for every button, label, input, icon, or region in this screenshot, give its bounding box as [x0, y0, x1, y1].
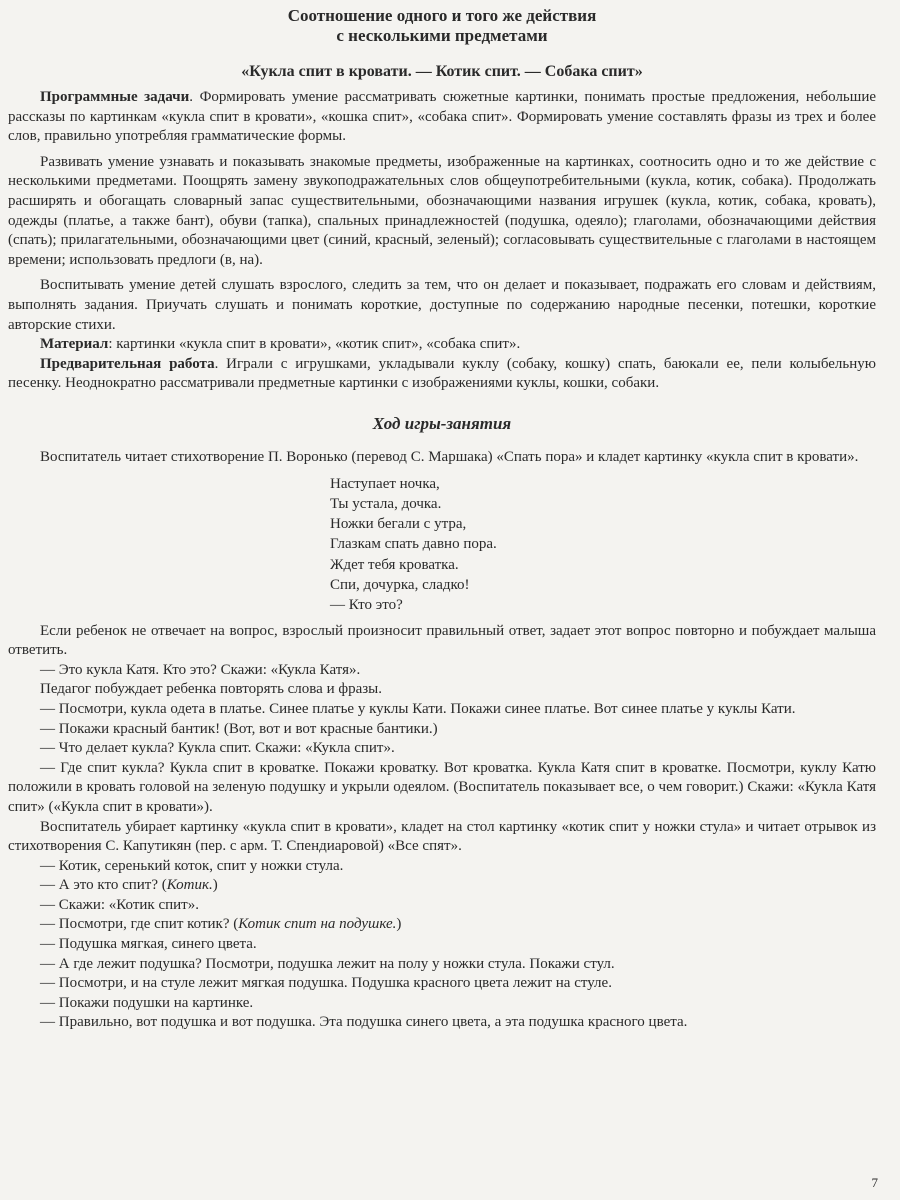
- dialogue-line: Воспитатель убирает картинку «кукла спит в кровати», кладет на стол картинку «котик спит у ножки стула» и читает отрывок из стихотворения С. Капутикян (пер. с арм. Т. Спендиаровой) «Все спят».: [8, 818, 876, 855]
- page-number: 7: [871, 1175, 878, 1190]
- poem-line: Ждет тебя кроватка.: [330, 556, 459, 573]
- poem-line: Ножки бегали с утра,: [330, 516, 467, 533]
- dialogue-line: — Посмотри, и на стуле лежит мягкая подушка. Подушка красного цвета лежит на стуле.: [40, 975, 612, 992]
- tasks-paragraph: [8, 88, 876, 147]
- dialogue-answer: Котик.: [166, 877, 213, 894]
- poem-line: — Кто это?: [330, 597, 403, 614]
- dialogue-text: — А это кто спит? (: [40, 877, 167, 894]
- poem-line: Ты устала, дочка.: [330, 495, 442, 512]
- dialogue-answer: Котик спит на подушке.: [238, 916, 397, 933]
- dialogue-text: ): [212, 877, 218, 894]
- prep-label: Предварительная работа: [40, 355, 215, 372]
- material-label: Материал: [40, 336, 109, 353]
- dialogue-text: — Посмотри, где спит котик? (: [40, 916, 239, 933]
- dialogue-line: — Котик, серенький коток, спит у ножки стула.: [40, 857, 344, 874]
- dialogue-line: — Где спит кукла? Кукла спит в кроватке. Покажи кроватку. Вот кроватка. Кукла Катя спит в кроватке. Посмотри, куклу Катю положили в кровать головой на зеленую подушку и укрыли одеялом. (Воспитатель показывает все, о чем говорит.) Скажи: «Кукла Катя спит» («Кукла спит в кровати»).: [8, 759, 876, 815]
- dialogue-line: — Это кукла Катя. Кто это? Скажи: «Кукла Катя».: [40, 661, 361, 678]
- prep-text: . Играли с игрушками, укладывали куклу (собаку, кошку) спать, баюкали ее, пели колыбельную песенку. Неоднократно рассматривали предметные картинки с изображениями куклы, кошки, собаки.: [8, 355, 876, 392]
- section-title: [8, 6, 876, 46]
- tasks-label: Программные задачи: [40, 89, 190, 105]
- course-heading: Ход игры-занятия: [372, 413, 512, 433]
- poem: [330, 474, 876, 616]
- dialogue-paragraph: Если ребенок не отвечает на вопрос, взрослый произносит правильный ответ, задает этот вопрос повторно и побуждает малыша ответить.: [8, 622, 876, 659]
- dialogue-line: — Подушка мягкая, синего цвета.: [40, 936, 257, 953]
- title-line-1: Соотношение одного и того же действия: [287, 6, 597, 25]
- dialogue-line: [8, 876, 876, 896]
- poem-line: Спи, дочурка, сладко!: [330, 576, 470, 593]
- dialogue-line: — Покажи красный бантик! (Вот, вот и вот красные бантики.): [40, 720, 438, 737]
- dialogue-line: — Что делает кукла? Кукла спит. Скажи: «Кукла спит».: [40, 740, 395, 757]
- dialogue-line: — А где лежит подушка? Посмотри, подушка лежит на полу у ножки стула. Покажи стул.: [40, 955, 615, 972]
- dialogue-line: — Покажи подушки на картинке.: [40, 994, 254, 1011]
- poem-line: Наступает ночка,: [330, 475, 440, 492]
- dialogue-line: — Правильно, вот подушка и вот подушка. Эта подушка синего цвета, а эта подушка красного цвета.: [40, 1014, 688, 1031]
- lesson-subtitle: «Кукла спит в кровати. — Котик спит. — Собака спит»: [241, 63, 643, 80]
- poem-line: Глазкам спать давно пора.: [330, 536, 497, 553]
- dialogue-line: — Посмотри, кукла одета в платье. Синее платье у куклы Кати. Покажи синее платье. Вот синее платье у куклы Кати.: [40, 700, 796, 717]
- nurture-paragraph: Воспитывать умение детей слушать взрослого, следить за тем, что он делает и показывает, подражать его словам и действиям, выполнять задания. Приучать слушать и понимать короткие, доступные по содержанию народные песенки, потешки, короткие авторские стихи.: [8, 277, 876, 333]
- dialogue-line: Педагог побуждает ребенка повторять слова и фразы.: [40, 681, 382, 698]
- material-paragraph: [8, 335, 876, 355]
- prep-paragraph: [8, 355, 876, 394]
- course-lead: Воспитатель читает стихотворение П. Воронько (перевод С. Маршака) «Спать пора» и кладет картинку «кукла спит в кровати».: [40, 448, 859, 465]
- dialogue-text: ): [396, 916, 402, 933]
- tasks-text: . Формировать умение рассматривать сюжетные картинки, понимать простые предложения, небольшие рассказы по картинкам «кукла спит в кровати», «кошка спит», «собака спит». Формировать умение составлять фразы из трех и более слов, правильно употребляя грамматические формы.: [8, 89, 876, 145]
- title-line-2: с несколькими предметами: [336, 26, 548, 45]
- material-text: : картинки «кукла спит в кровати», «котик спит», «собака спит».: [108, 336, 521, 353]
- dialogue-line: [8, 915, 876, 935]
- develop-paragraph: Развивать умение узнавать и показывать знакомые предметы, изображенные на картинках, соотносить одно и то же действие с несколькими предметами. Поощрять замену звукоподражательных слов общеупотребительными (кукла, котик, собака). Продолжать расширять и обогащать словарный запас существительными, обозначающими названия игрушек (кукла, котик, собака, кровать), одежды (платье, а также бант), обуви (тапка), спальных принадлежностей (подушка, одеяло); глаголами, обозначающими действия (спать); прилагательными, обозначающими цвет (синий, красный, зеленый); согласовывать существительные с глаголами в настоящем времени; использовать предлоги (в, на).: [8, 153, 876, 268]
- dialogue-line: — Скажи: «Котик спит».: [40, 896, 199, 913]
